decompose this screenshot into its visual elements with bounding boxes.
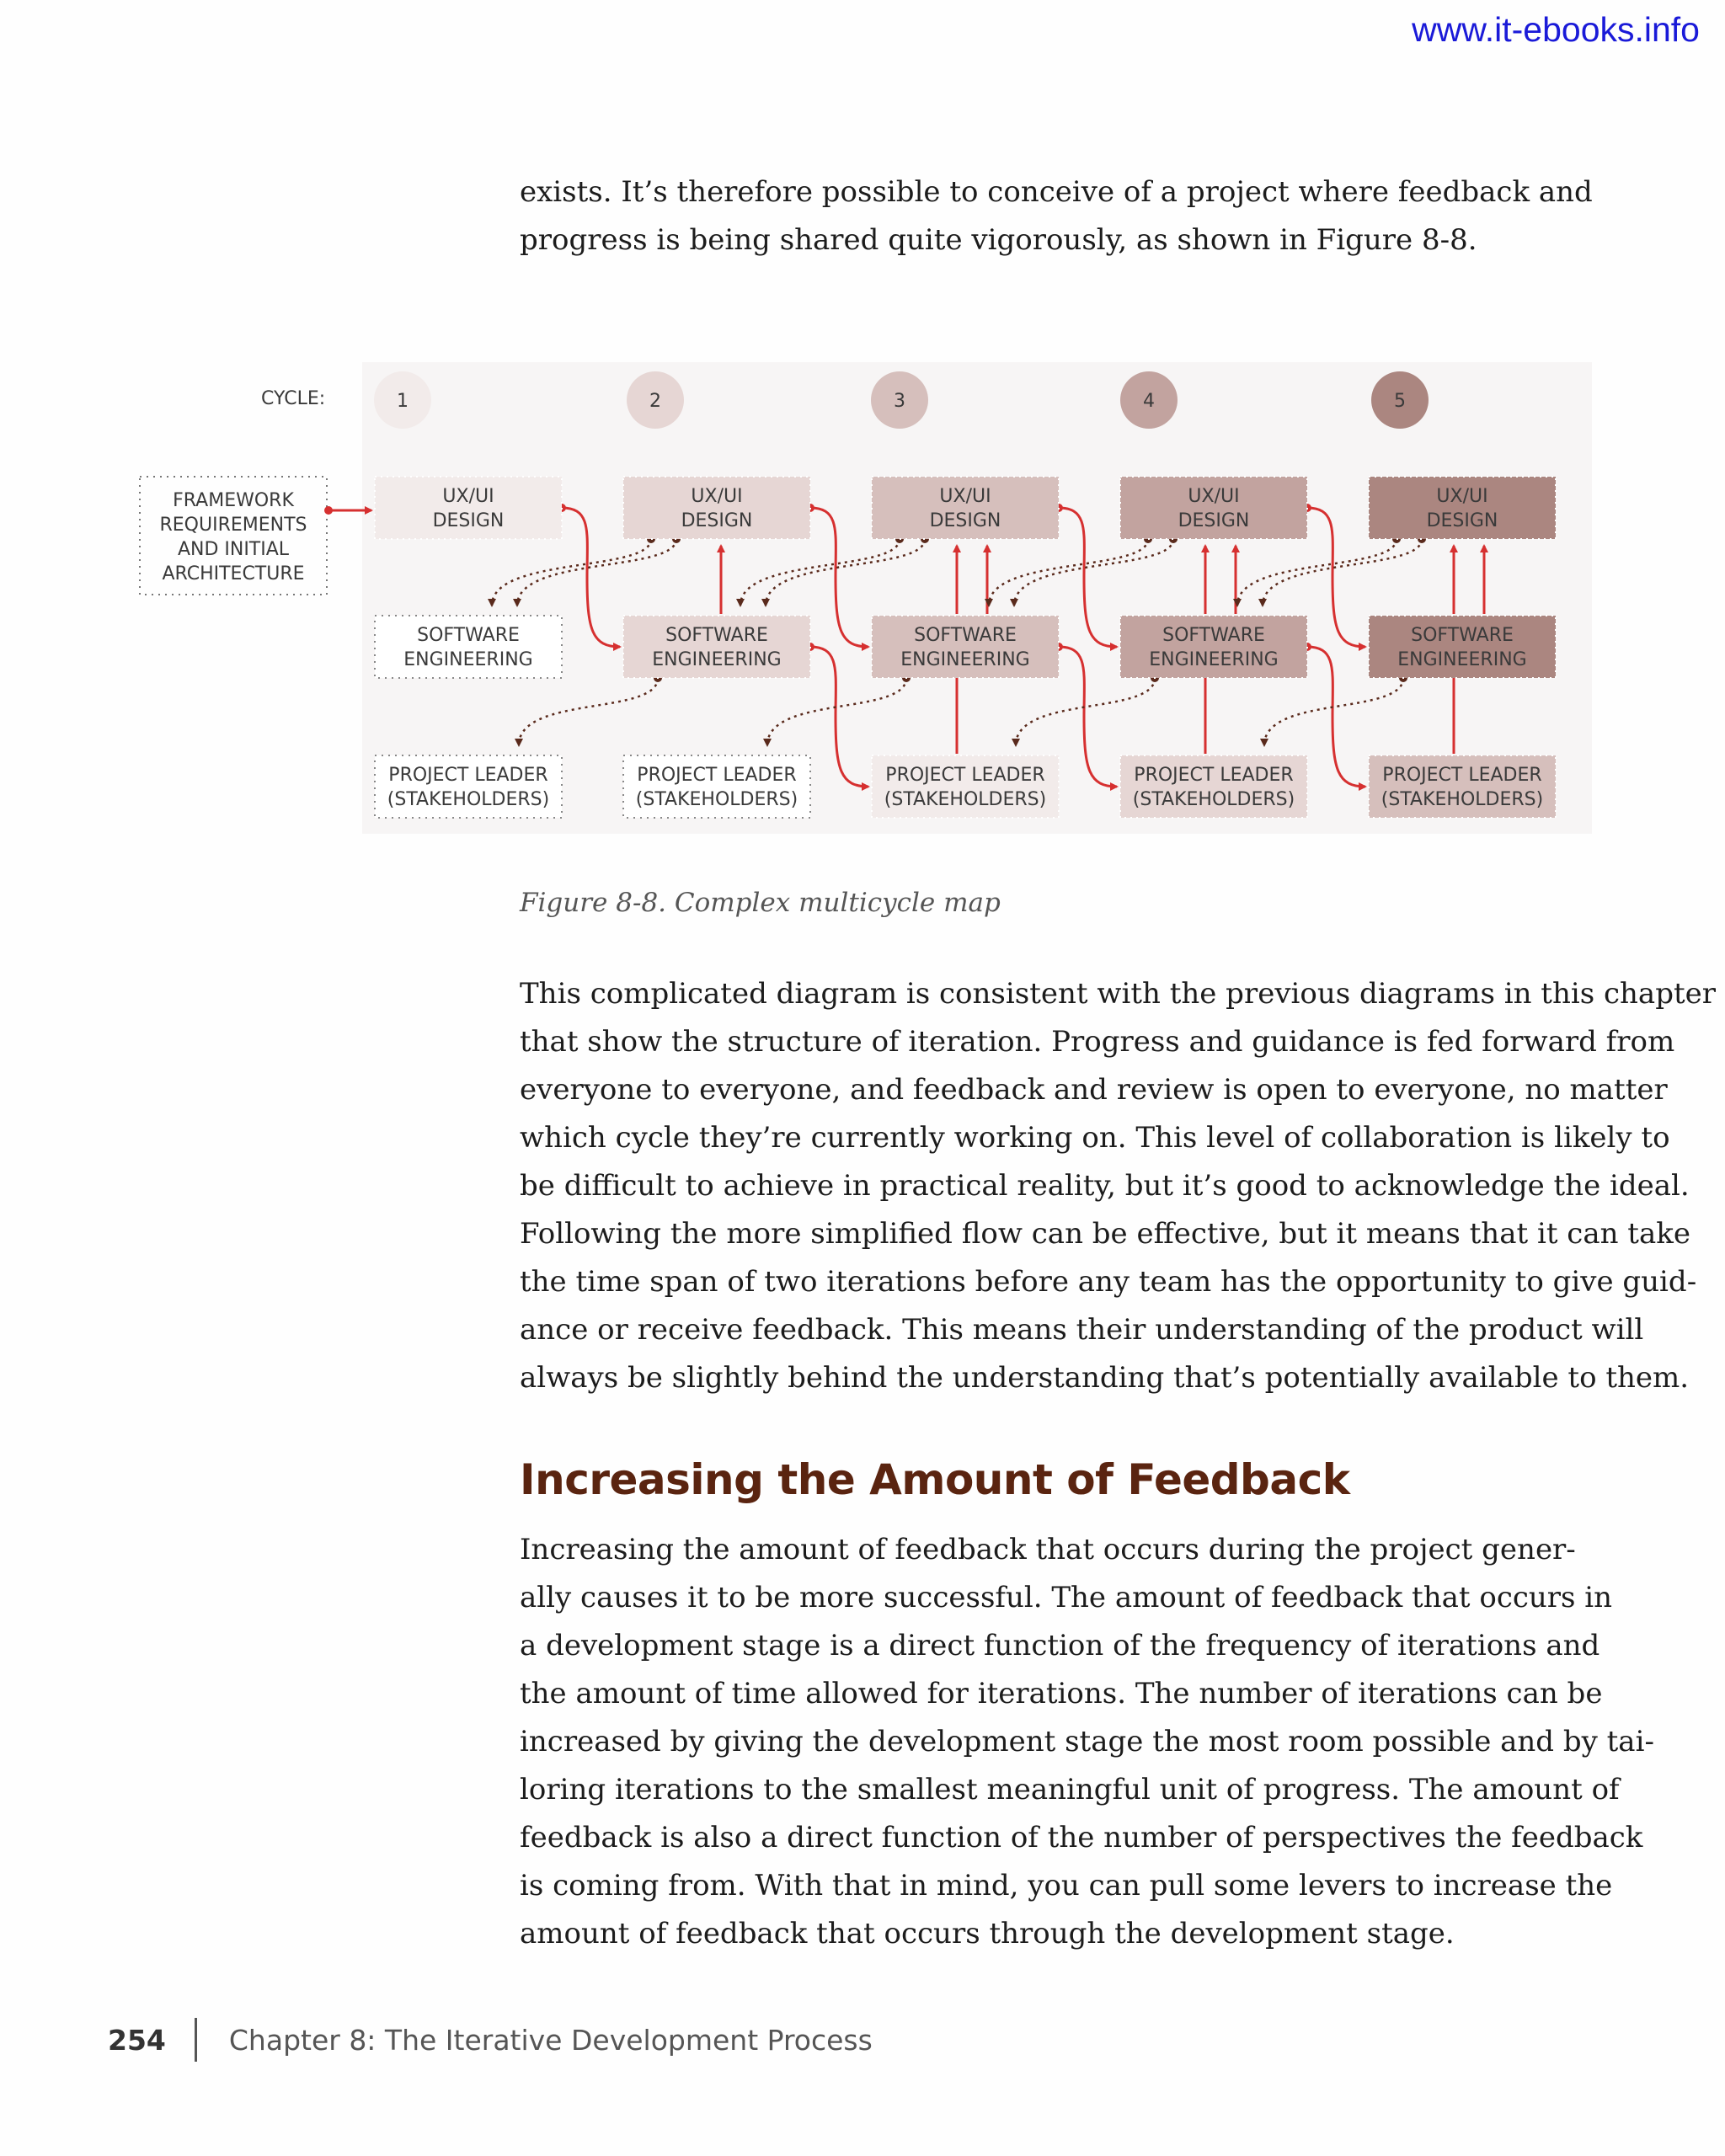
project-leader-label-line: (STAKEHOLDERS) xyxy=(387,789,550,810)
framework-label-line: REQUIREMENTS xyxy=(159,515,307,536)
project-leader-label-line: PROJECT LEADER xyxy=(637,765,797,786)
ux-design-label-line: DESIGN xyxy=(1426,510,1498,531)
software-engineering-label-line: ENGINEERING xyxy=(1397,649,1527,670)
text-line: ance or receive feedback. This means their understanding of the product will xyxy=(520,1313,1644,1347)
software-engineering-label-line: SOFTWARE xyxy=(1411,625,1514,646)
ux-design-label-line: DESIGN xyxy=(681,510,753,531)
section-heading: Increasing the Amount of Feedback xyxy=(520,1455,1350,1504)
text-line: the amount of time allowed for iterations. The number of iterations can be xyxy=(520,1677,1603,1710)
cycle-number: 2 xyxy=(649,391,661,412)
project-leader-label-line: (STAKEHOLDERS) xyxy=(1132,789,1295,810)
software-engineering-label-line: ENGINEERING xyxy=(652,649,782,670)
text-line: This complicated diagram is consistent with the previous diagrams in this chapter xyxy=(520,977,1716,1011)
page-number: 254 xyxy=(108,2023,166,2057)
project-leader-label-line: PROJECT LEADER xyxy=(1382,765,1542,786)
ux-design-label-line: DESIGN xyxy=(929,510,1001,531)
page-footer xyxy=(108,2018,873,2062)
project-leader-label-line: PROJECT LEADER xyxy=(1134,765,1294,786)
text-line: everyone to everyone, and feedback and review is open to everyone, no matter xyxy=(520,1073,1668,1107)
cycle-number: 4 xyxy=(1143,391,1155,412)
text-line: always be slightly behind the understanding that’s potentially available to them. xyxy=(520,1361,1690,1395)
footer-divider xyxy=(195,2018,197,2062)
cycle-label: CYCLE: xyxy=(261,388,326,409)
software-engineering-label-line: ENGINEERING xyxy=(1149,649,1279,670)
multicycle-diagram xyxy=(0,0,1725,876)
text-line: increased by giving the development stage the most room possible and by tai- xyxy=(520,1725,1654,1758)
ux-design-label-line: DESIGN xyxy=(432,510,505,531)
framework-label-line: FRAMEWORK xyxy=(173,490,294,511)
body-paragraph xyxy=(520,970,1716,1402)
figure-caption: Figure 8-8. Complex multicycle map xyxy=(520,888,1001,918)
text-line: progress is being shared quite vigorously, as shown in Figure 8-8. xyxy=(520,223,1477,257)
project-leader-label-line: (STAKEHOLDERS) xyxy=(884,789,1047,810)
software-engineering-label-line: SOFTWARE xyxy=(914,625,1017,646)
text-line: exists. It’s therefore possible to conceive of a project where feedback and xyxy=(520,175,1593,209)
project-leader-label-line: PROJECT LEADER xyxy=(885,765,1045,786)
section-paragraph xyxy=(520,1526,1654,1958)
cycle-number: 5 xyxy=(1394,391,1406,412)
software-engineering-label-line: SOFTWARE xyxy=(1162,625,1265,646)
text-line: a development stage is a direct function of the frequency of iterations and xyxy=(520,1629,1600,1662)
text-line: feedback is also a direct function of the number of perspectives the feedback xyxy=(520,1821,1643,1854)
cycle-number: 3 xyxy=(894,391,905,412)
text-line: Following the more simplified flow can be effective, but it means that it can take xyxy=(520,1217,1690,1251)
ux-design-label-line: UX/UI xyxy=(939,486,991,507)
ux-design-label-line: UX/UI xyxy=(1436,486,1488,507)
chapter-title: Chapter 8: The Iterative Development Process xyxy=(228,2023,873,2057)
text-line: that show the structure of iteration. Progress and guidance is fed forward from xyxy=(520,1025,1675,1059)
arrow-dot xyxy=(324,506,333,515)
framework-label-line: ARCHITECTURE xyxy=(162,563,305,584)
ux-design-label-line: UX/UI xyxy=(1188,486,1240,507)
ux-design-label-line: UX/UI xyxy=(442,486,494,507)
text-line: which cycle they’re currently working on. This level of collaboration is likely to xyxy=(520,1121,1670,1155)
framework-label-line: AND INITIAL xyxy=(177,539,290,560)
text-line: is coming from. With that in mind, you can pull some levers to increase the xyxy=(520,1869,1613,1903)
diagram-boxes xyxy=(375,477,1556,818)
text-line: the time span of two iterations before any team has the opportunity to give guid- xyxy=(520,1265,1697,1299)
text-line: amount of feedback that occurs through the development stage. xyxy=(520,1917,1455,1951)
text-line: ally causes it to be more successful. The amount of feedback that occurs in xyxy=(520,1581,1613,1614)
watermark[interactable]: www.it-ebooks.info xyxy=(1412,10,1700,49)
software-engineering-label-line: SOFTWARE xyxy=(417,625,520,646)
software-engineering-label-line: ENGINEERING xyxy=(900,649,1030,670)
ux-design-label-line: DESIGN xyxy=(1178,510,1250,531)
project-leader-label-line: (STAKEHOLDERS) xyxy=(1381,789,1544,810)
text-line: loring iterations to the smallest meaningful unit of progress. The amount of xyxy=(520,1773,1620,1806)
software-engineering-label-line: ENGINEERING xyxy=(403,649,533,670)
ux-design-label-line: UX/UI xyxy=(691,486,743,507)
project-leader-label-line: PROJECT LEADER xyxy=(388,765,548,786)
text-line: be difficult to achieve in practical reality, but it’s good to acknowledge the ideal. xyxy=(520,1169,1690,1203)
cycle-number: 1 xyxy=(397,391,409,412)
software-engineering-label-line: SOFTWARE xyxy=(665,625,768,646)
project-leader-label-line: (STAKEHOLDERS) xyxy=(635,789,798,810)
text-line: Increasing the amount of feedback that occurs during the project gener- xyxy=(520,1533,1576,1566)
